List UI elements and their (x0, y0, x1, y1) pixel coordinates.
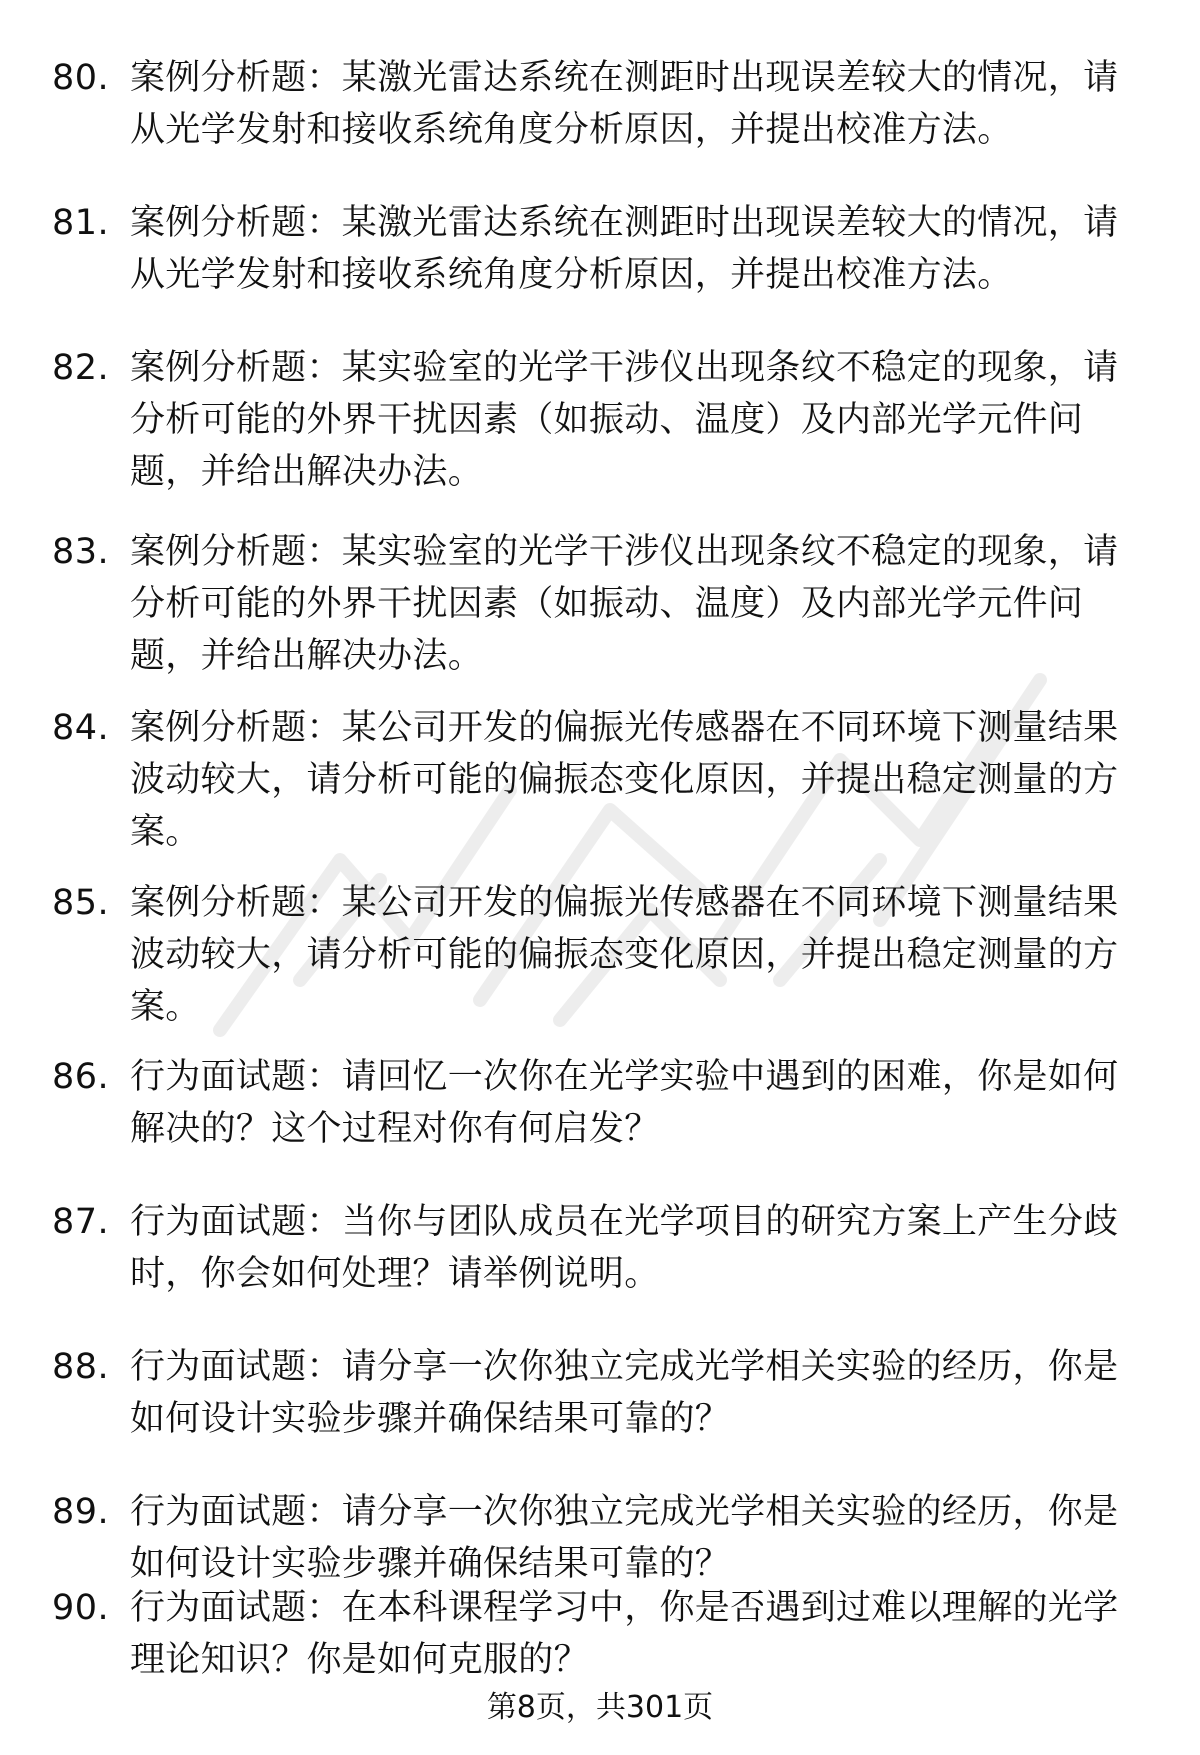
question-number: 85. (52, 883, 110, 923)
question-text: 案例分析题：某公司开发的偏振光传感器在不同环境下测量结果波动较大，请分析可能的偏振态变化原因，并提出稳定测量的方案。 (130, 708, 1119, 852)
question-text: 案例分析题：某公司开发的偏振光传感器在不同环境下测量结果波动较大，请分析可能的偏振态变化原因，并提出稳定测量的方案。 (130, 883, 1119, 1027)
question-text: 案例分析题：某实验室的光学干涉仪出现条纹不稳定的现象，请分析可能的外界干扰因素（如振动、温度）及内部光学元件问题，并给出解决办法。 (130, 348, 1119, 492)
question-number: 84. (52, 708, 110, 748)
question-number: 83. (52, 532, 110, 572)
page-footer: 第8页，共301页 (486, 1690, 714, 1725)
question-text: 行为面试题：在本科课程学习中，你是否遇到过难以理解的光学理论知识？你是如何克服的？ (130, 1588, 1119, 1680)
question-number: 88. (52, 1347, 110, 1387)
question-number: 86. (52, 1057, 110, 1097)
question-text: 案例分析题：某激光雷达系统在测距时出现误差较大的情况，请从光学发射和接收系统角度分析原因，并提出校准方法。 (130, 203, 1119, 295)
question-text: 行为面试题：请分享一次你独立完成光学相关实验的经历，你是如何设计实验步骤并确保结果可靠的？ (130, 1347, 1119, 1439)
question-number: 80. (52, 58, 110, 98)
question-number: 81. (52, 203, 110, 243)
question-text: 行为面试题：当你与团队成员在光学项目的研究方案上产生分歧时，你会如何处理？请举例说明。 (130, 1202, 1119, 1294)
question-number: 89. (52, 1492, 110, 1532)
question-number: 90. (52, 1588, 110, 1628)
question-text: 案例分析题：某实验室的光学干涉仪出现条纹不稳定的现象，请分析可能的外界干扰因素（如振动、温度）及内部光学元件问题，并给出解决办法。 (130, 532, 1119, 676)
question-number: 82. (52, 348, 110, 388)
question-text: 案例分析题：某激光雷达系统在测距时出现误差较大的情况，请从光学发射和接收系统角度分析原因，并提出校准方法。 (130, 58, 1119, 150)
question-number: 87. (52, 1202, 110, 1242)
question-text: 行为面试题：请分享一次你独立完成光学相关实验的经历，你是如何设计实验步骤并确保结果可靠的？ (130, 1492, 1119, 1584)
question-text: 行为面试题：请回忆一次你在光学实验中遇到的困难，你是如何解决的？这个过程对你有何启发？ (130, 1057, 1119, 1149)
